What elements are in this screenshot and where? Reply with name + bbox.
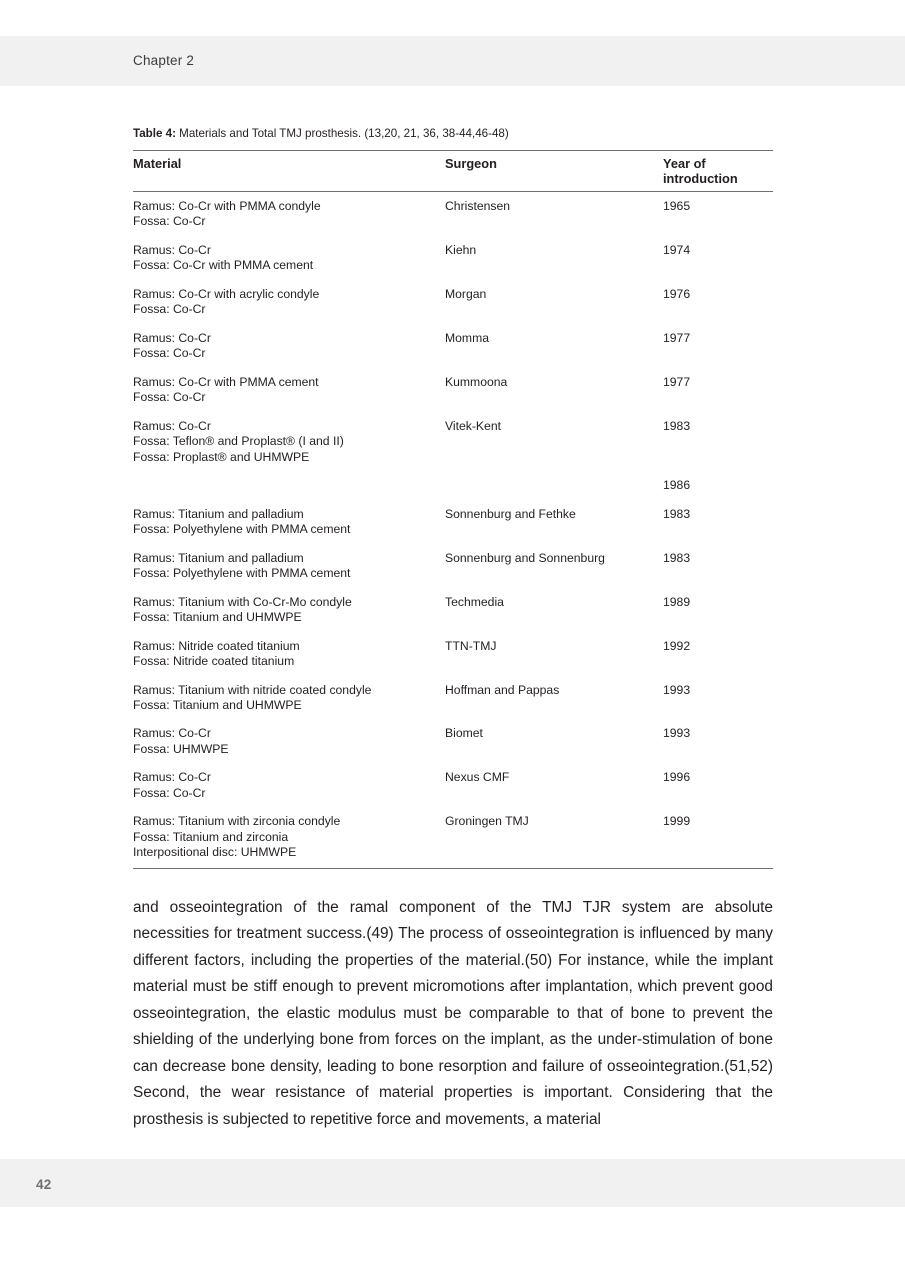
cell-material-line: Ramus: Co-Cr <box>133 418 211 433</box>
cell-material-line: Fossa: Proplast® and UHMWPE <box>133 449 310 464</box>
page-number: 42 <box>36 1177 52 1192</box>
cell-surgeon: Groningen TMJ <box>445 807 663 868</box>
column-header-year <box>663 150 773 191</box>
cell-surgeon: Techmedia <box>445 594 504 609</box>
table-caption-label: Table 4: <box>133 127 176 140</box>
table-row <box>133 632 773 676</box>
cell-material-line: Fossa: Co-Cr <box>133 390 206 405</box>
cell-material-line: Ramus: Titanium with Co-Cr-Mo condyle <box>133 594 352 609</box>
cell-year: 1983 <box>663 550 691 565</box>
cell-material-line: Fossa: Co-Cr <box>133 785 206 800</box>
cell-material-line: Fossa: Co-Cr with PMMA cement <box>133 258 314 273</box>
body-paragraph: and osseointegration of the ramal component of the TMJ TJR system are absolute necessities for treatment success.(49) The process of osseointegration is influenced by many different factors, including the properties of the material.(50) For instance, while the implant material must be stiff enough to prevent micromotions after implantation, which prevent good osseointegration, the elastic modulus must be comparable to that of bone to prevent the shielding of the underlying bone from forces on the implant, as the under-stimulation of bone can decrease bone density, leading to bone resorption and failure of osseointegration.(51,52) Second, the wear resistance of material properties is important. Considering that the prosthesis is subjected to repetitive force and movements, a material <box>133 898 773 1128</box>
cell-material-line: Fossa: Titanium and UHMWPE <box>133 610 302 625</box>
cell-material-line: Ramus: Nitride coated titanium <box>133 638 300 653</box>
cell-material-line: Ramus: Co-Cr with PMMA condyle <box>133 198 321 213</box>
column-header-material: Material <box>133 150 445 191</box>
cell-material-line <box>133 478 445 493</box>
chapter-label: Chapter 2 <box>133 53 195 68</box>
cell-material <box>133 324 445 368</box>
table-row <box>133 324 773 368</box>
cell-material-line: Fossa: Co-Cr <box>133 302 206 317</box>
cell-material <box>133 191 445 235</box>
cell-material <box>133 763 445 807</box>
cell-material-line: Ramus: Titanium with zirconia condyle <box>133 814 341 829</box>
cell-material <box>133 471 445 499</box>
page-content <box>133 126 773 1133</box>
cell-year: 1999 <box>663 807 773 868</box>
page-footer-band <box>0 1159 905 1207</box>
table-row <box>133 500 773 544</box>
cell-material <box>133 588 445 632</box>
table-body <box>133 191 773 868</box>
cell-surgeon: Sonnenburg and Fethke <box>445 506 576 521</box>
cell-surgeon: Christensen <box>445 198 511 213</box>
cell-year: 1977 <box>663 374 691 389</box>
cell-material <box>133 544 445 588</box>
cell-material-line: Ramus: Titanium and palladium <box>133 506 304 521</box>
table-row <box>133 676 773 720</box>
cell-material <box>133 368 445 412</box>
cell-material-line: Fossa: Co-Cr <box>133 346 206 361</box>
cell-material-line: Fossa: UHMWPE <box>133 741 229 756</box>
cell-surgeon: Hoffman and Pappas <box>445 682 560 697</box>
cell-year: 1983 <box>663 506 691 521</box>
cell-surgeon: Vitek-Kent <box>445 418 502 433</box>
table-row <box>133 191 773 235</box>
table-row <box>133 412 773 471</box>
cell-surgeon: Morgan <box>445 286 487 301</box>
cell-material-line: Ramus: Co-Cr <box>133 770 211 785</box>
table-row <box>133 236 773 280</box>
cell-year: 1993 <box>663 682 691 697</box>
cell-material-line: Fossa: Nitride coated titanium <box>133 654 295 669</box>
cell-material-line: Fossa: Titanium and zirconia <box>133 829 289 844</box>
table-caption <box>133 126 773 142</box>
cell-year: 1986 <box>663 478 691 493</box>
cell-material <box>133 500 445 544</box>
cell-material <box>133 676 445 720</box>
cell-year: 1976 <box>663 286 691 301</box>
cell-material-line: Ramus: Titanium with nitride coated condyle <box>133 682 372 697</box>
table-row <box>133 368 773 412</box>
cell-material-line: Ramus: Co-Cr <box>133 242 211 257</box>
cell-material-line: Fossa: Teflon® and Proplast® (I and II) <box>133 434 344 449</box>
cell-surgeon: Kummoona <box>445 374 508 389</box>
cell-material-line: Ramus: Co-Cr with PMMA cement <box>133 374 319 389</box>
table-row <box>133 588 773 632</box>
table-header-row <box>133 150 773 191</box>
cell-year: 1992 <box>663 638 691 653</box>
cell-year: 1993 <box>663 726 691 741</box>
cell-material <box>133 807 445 868</box>
cell-material <box>133 412 445 471</box>
cell-year: 1983 <box>663 418 691 433</box>
cell-year: 1989 <box>663 594 691 609</box>
cell-material-line: Fossa: Polyethylene with PMMA cement <box>133 522 351 537</box>
cell-material <box>133 719 445 763</box>
cell-material-line: Ramus: Co-Cr with acrylic condyle <box>133 286 320 301</box>
table-row <box>133 719 773 763</box>
cell-surgeon <box>445 471 663 499</box>
cell-material <box>133 236 445 280</box>
cell-surgeon: Momma <box>445 330 490 345</box>
table-caption-text: Materials and Total TMJ prosthesis. (13,20, 21, 36, 38-44,46-48) <box>175 127 509 140</box>
cell-surgeon: Kiehn <box>445 242 477 257</box>
column-header-year-line1: Year of <box>663 155 706 171</box>
column-header-year-line2: introduction <box>663 171 738 187</box>
body-text-block <box>133 895 773 1133</box>
cell-surgeon: Biomet <box>445 726 483 741</box>
cell-year: 1965 <box>663 198 691 213</box>
cell-surgeon: Nexus CMF <box>445 770 510 785</box>
cell-surgeon: TTN-TMJ <box>445 638 497 653</box>
cell-material-line: Ramus: Titanium and palladium <box>133 550 304 565</box>
cell-material <box>133 280 445 324</box>
table-row <box>133 471 773 499</box>
cell-year: 1974 <box>663 242 691 257</box>
table-head <box>133 150 773 191</box>
cell-year: 1977 <box>663 330 691 345</box>
cell-year: 1996 <box>663 770 691 785</box>
cell-material <box>133 632 445 676</box>
table-row <box>133 544 773 588</box>
table-row <box>133 763 773 807</box>
cell-material-line: Fossa: Polyethylene with PMMA cement <box>133 566 351 581</box>
cell-material-line: Fossa: Co-Cr <box>133 214 206 229</box>
cell-surgeon: Sonnenburg and Sonnenburg <box>445 550 605 565</box>
materials-table <box>133 150 773 869</box>
table-row <box>133 807 773 868</box>
cell-material-line: Interpositional disc: UHMWPE <box>133 845 297 860</box>
table-row <box>133 280 773 324</box>
column-header-surgeon: Surgeon <box>445 150 663 191</box>
cell-material-line: Fossa: Titanium and UHMWPE <box>133 698 302 712</box>
cell-material-line: Ramus: Co-Cr <box>133 330 211 345</box>
cell-material-line: Ramus: Co-Cr <box>133 726 211 741</box>
